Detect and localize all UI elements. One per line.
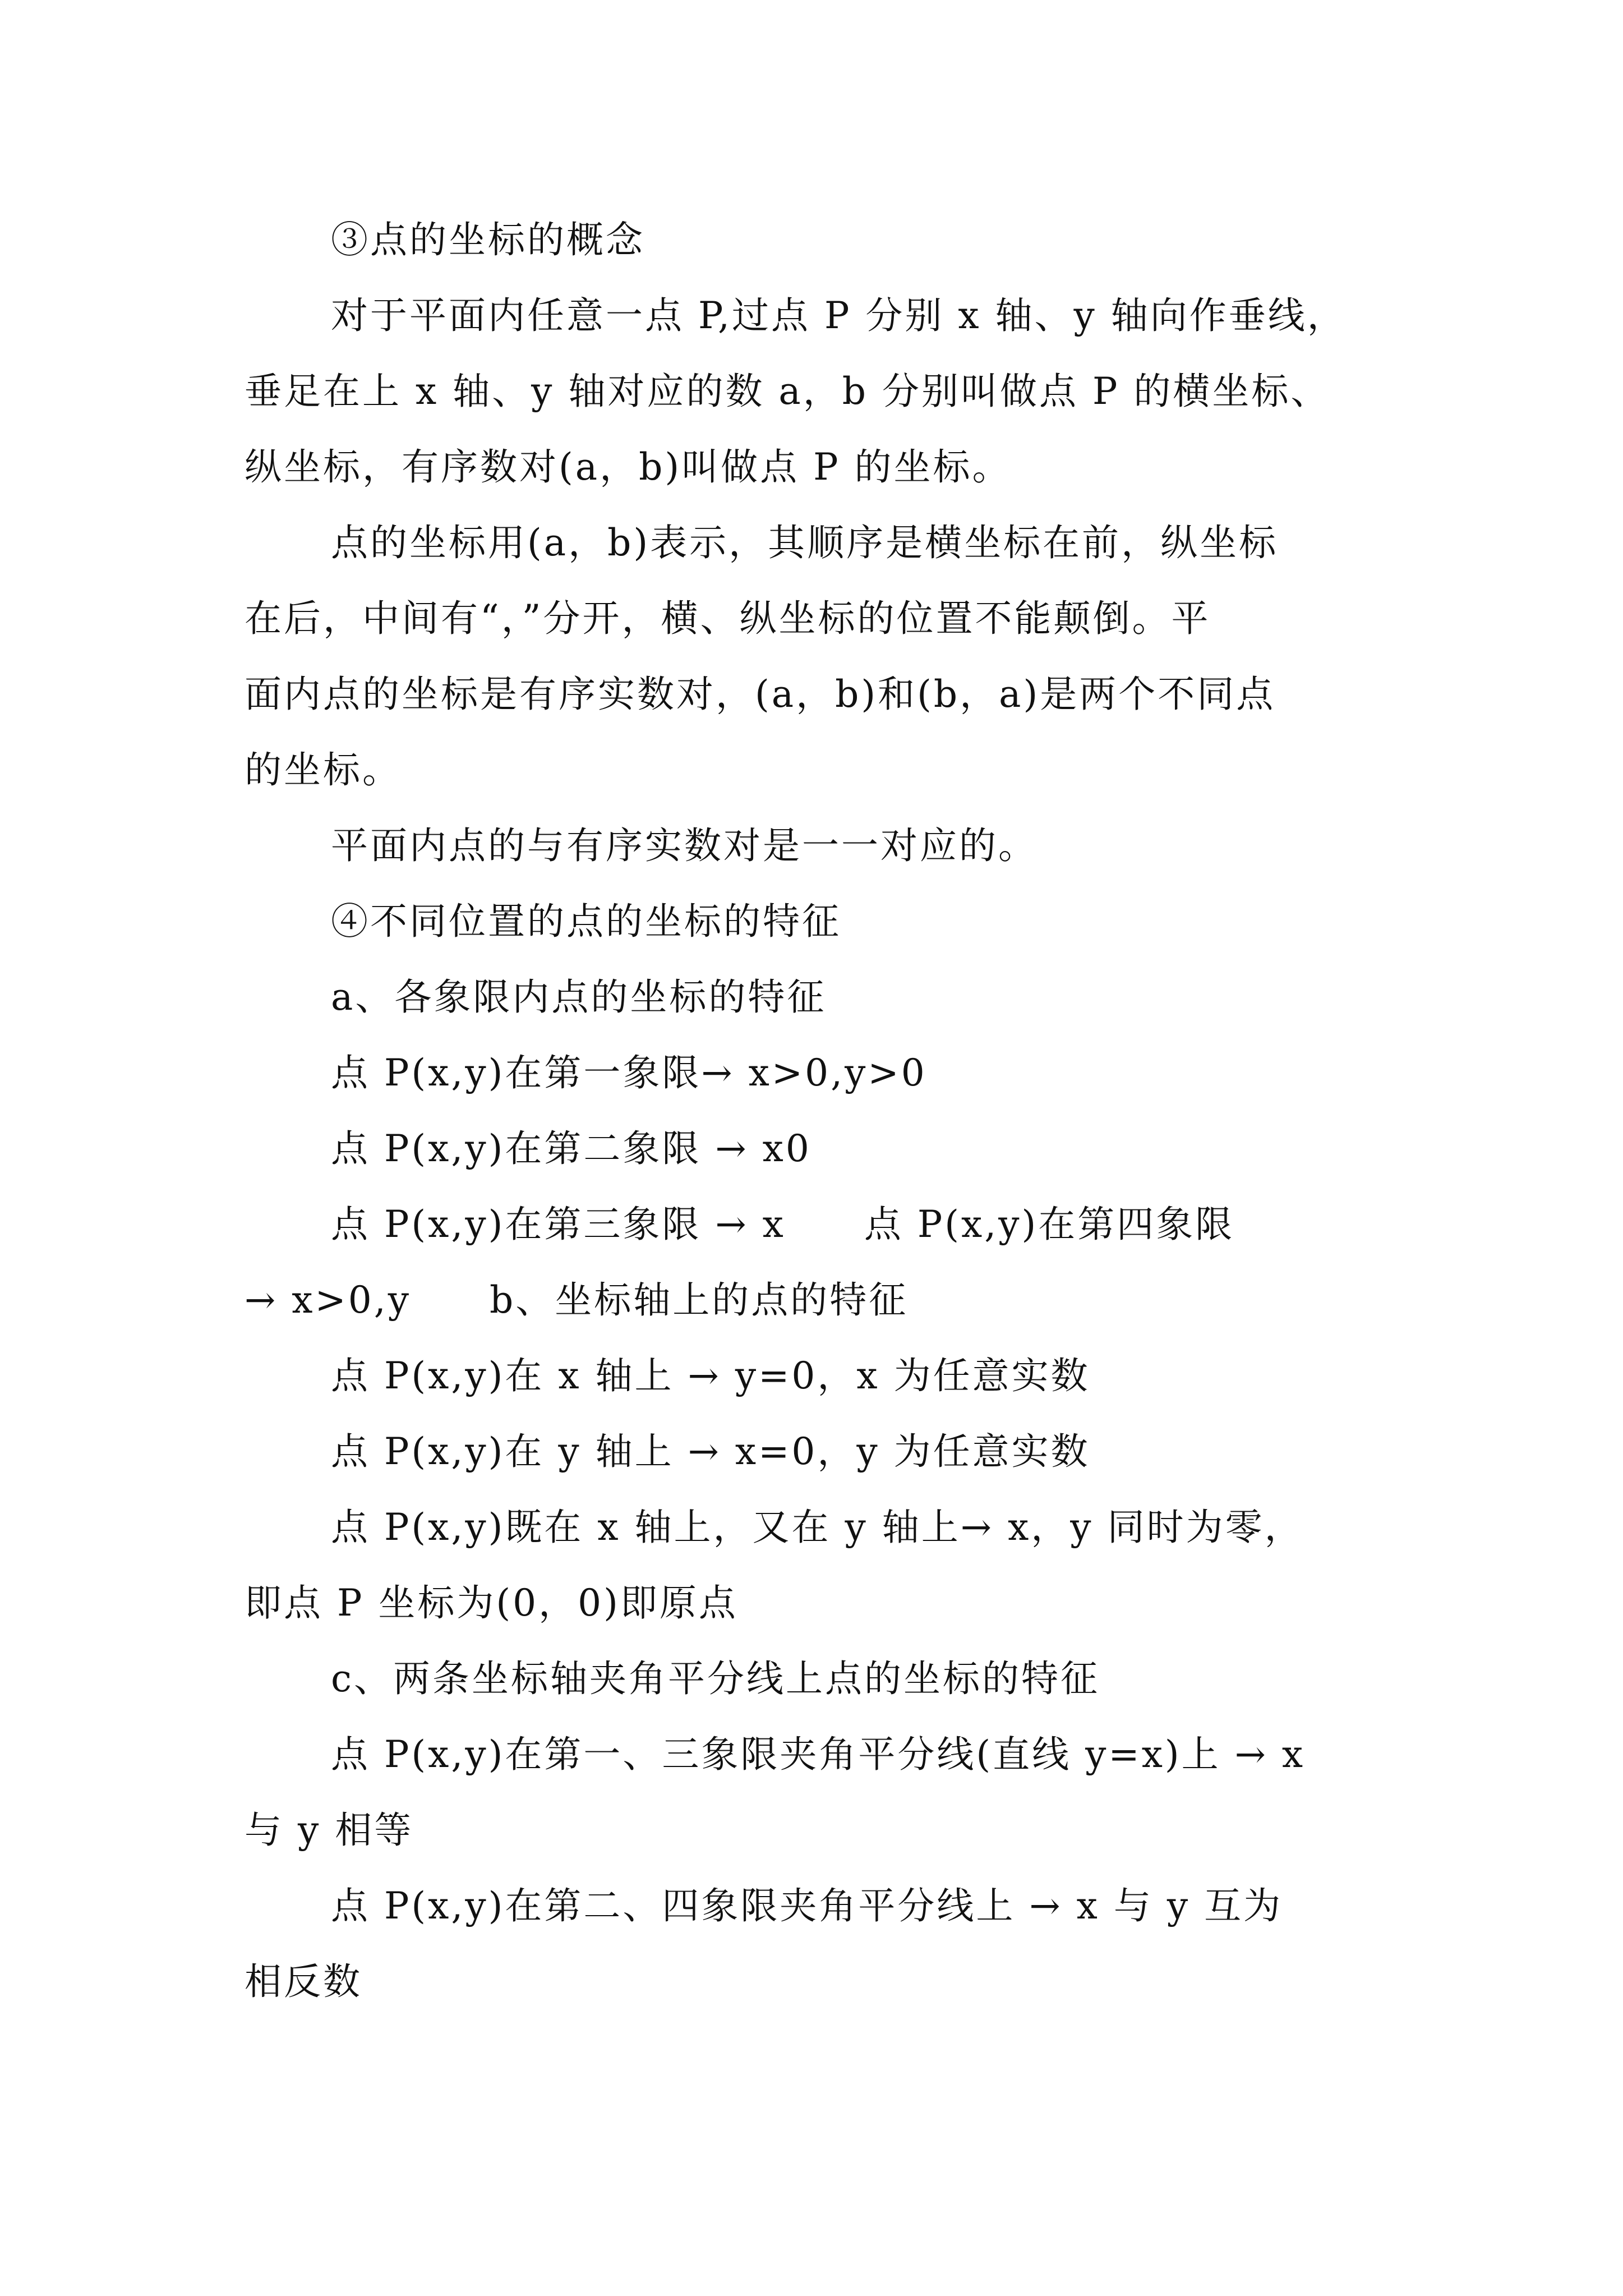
paragraph-line: 垂足在上 x 轴、y 轴对应的数 a，b 分别叫做点 P 的横坐标、 <box>245 370 1330 413</box>
subheading-quadrant-features: a、各象限内点的坐标的特征 <box>331 976 827 1019</box>
paragraph-line: 点 P(x,y)既在 x 轴上，又在 y 轴上→ x，y 同时为零， <box>331 1506 1304 1549</box>
paragraph-line: 即点 P 坐标为(0，0)即原点 <box>245 1581 738 1625</box>
paragraph-line: 平面内点的与有序实数对是一一对应的。 <box>331 824 1038 867</box>
paragraph-line: 对于平面内任意一点 P,过点 P 分别 x 轴、y 轴向作垂线， <box>331 294 1347 337</box>
subheading-bisector-features: c、两条坐标轴夹角平分线上点的坐标的特征 <box>331 1657 1100 1700</box>
paragraph-line: 点 P(x,y)在第三象限 → x 点 P(x,y)在第四象限 <box>331 1203 1235 1246</box>
paragraph-line: → x>0,y b、坐标轴上的点的特征 <box>245 1278 909 1322</box>
paragraph-line: 点的坐标用(a，b)表示，其顺序是横坐标在前，纵坐标 <box>331 521 1279 564</box>
heading-coordinate-features: ④不同位置的点的坐标的特征 <box>331 900 841 943</box>
paragraph-line: 点 P(x,y)在第二象限 → x0 <box>331 1127 811 1170</box>
paragraph-line: 面内点的坐标是有序实数对，(a，b)和(b，a)是两个不同点 <box>245 673 1276 716</box>
paragraph-line: 在后，中间有“，”分开，横、纵坐标的位置不能颠倒。平 <box>245 597 1211 640</box>
heading-point-coordinate-concept: ③点的坐标的概念 <box>331 218 645 261</box>
paragraph-line: 点 P(x,y)在第二、四象限夹角平分线上 → x 与 y 互为 <box>331 1884 1283 1927</box>
paragraph-line: 点 P(x,y)在 x 轴上 → y=0，x 为任意实数 <box>331 1354 1090 1397</box>
paragraph-line: 的坐标。 <box>245 748 402 792</box>
paragraph-line: 点 P(x,y)在第一、三象限夹角平分线(直线 y=x)上 → x <box>331 1733 1306 1776</box>
paragraph-line: 点 P(x,y)在第一象限→ x>0,y>0 <box>331 1051 927 1094</box>
paragraph-line: 纵坐标，有序数对(a，b)叫做点 P 的坐标。 <box>245 445 1012 489</box>
paragraph-line: 与 y 相等 <box>245 1809 414 1852</box>
paragraph-line: 相反数 <box>245 1960 362 2003</box>
paragraph-line: 点 P(x,y)在 y 轴上 → x=0，y 为任意实数 <box>331 1430 1090 1473</box>
